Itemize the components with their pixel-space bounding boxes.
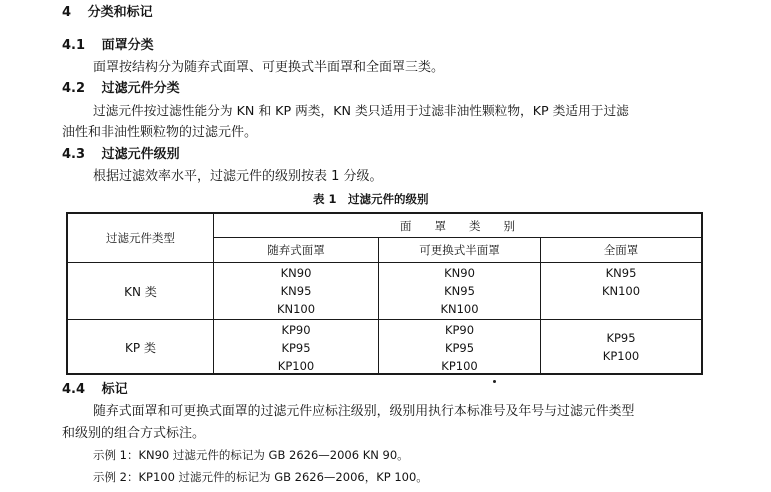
paragraph-4-3: 根据过滤效率水平，过滤元件的级别按表 1 分级。 (93, 169, 383, 184)
kp-replaceable-2: KP95 (444, 341, 475, 355)
column-header-full: 全面罩 (603, 243, 639, 257)
subsection-number: 4.4 (62, 382, 86, 397)
section-heading (62, 5, 153, 21)
kp-full-2: KP100 (602, 349, 640, 363)
kn-full-1: KN95 (605, 266, 637, 280)
subsection-heading-4-4 (62, 382, 128, 398)
paragraph-4-2-line1: 过滤元件按过滤性能分为 KN 和 KP 两类，KN 类只适用于过滤非油性颗粒物，KP 类适用于过滤 (93, 103, 629, 118)
header-sub-rule (213, 237, 701, 238)
paragraph-4-4-line1: 随弃式面罩和可更换式面罩的过滤元件应标注级别，级别用执行本标准号及年号与过滤元件类型 (93, 404, 635, 419)
paragraph-4-2-line2: 油性和非油性颗粒物的过滤元件。 (62, 125, 258, 140)
section-number: 4 (62, 5, 72, 20)
subsection-heading-4-3 (62, 147, 180, 163)
column-header-disposable: 随弃式面罩 (267, 243, 325, 257)
kp-disposable-1: KP90 (281, 323, 311, 337)
example-1: 示例 1：KN90 过滤元件的标记为 GB 2626—2006 KN 90。 (93, 448, 409, 462)
row-type-kp: KP 类 (125, 341, 156, 355)
kp-disposable-3: KP100 (277, 359, 315, 373)
kp-replaceable-3: KP100 (441, 359, 478, 373)
grade-table (66, 212, 703, 375)
column-header-replaceable: 可更换式半面罩 (419, 243, 500, 257)
kn-replaceable-2: KN95 (444, 284, 475, 298)
kn-replaceable-3: KN100 (440, 302, 479, 316)
paragraph-4-4-line2: 和级别的组合方式标注。 (62, 426, 206, 441)
subsection-number: 4.2 (62, 81, 86, 96)
subsection-title: 过滤元件级别 (101, 147, 180, 162)
subsection-title: 面罩分类 (101, 38, 154, 53)
subsection-title: 过滤元件分类 (101, 81, 180, 96)
scan-speck (493, 380, 496, 383)
subsection-heading-4-2 (62, 81, 180, 97)
subsection-number: 4.3 (62, 147, 86, 162)
kp-full-1: KP95 (606, 331, 636, 345)
row-type-kn: KN 类 (124, 285, 157, 299)
kn-disposable-1: KN90 (280, 266, 312, 280)
table-caption: 表 1 过滤元件的级别 (313, 192, 429, 206)
kp-disposable-2: KP95 (281, 341, 311, 355)
kn-disposable-2: KN95 (280, 284, 312, 298)
subsection-heading-4-1 (62, 38, 154, 54)
header-bottom-rule (68, 262, 701, 263)
section-title: 分类和标记 (87, 5, 153, 20)
group-header-cell: 面 罩 类 别 (400, 219, 515, 233)
kn-replaceable-1: KN90 (444, 266, 475, 280)
row-header-cell: 过滤元件类型 (106, 231, 175, 245)
paragraph-4-1: 面罩按结构分为随弃式面罩、可更换式半面罩和全面罩三类。 (93, 60, 445, 75)
subsection-number: 4.1 (62, 38, 86, 53)
kn-full-2: KN100 (601, 284, 641, 298)
row-divider-rule (68, 319, 701, 320)
kp-replaceable-1: KP90 (444, 323, 475, 337)
kn-disposable-3: KN100 (276, 302, 316, 316)
subsection-title: 标记 (101, 382, 128, 397)
example-2: 示例 2：KP100 过滤元件的标记为 GB 2626—2006，KP 100。 (93, 470, 428, 484)
